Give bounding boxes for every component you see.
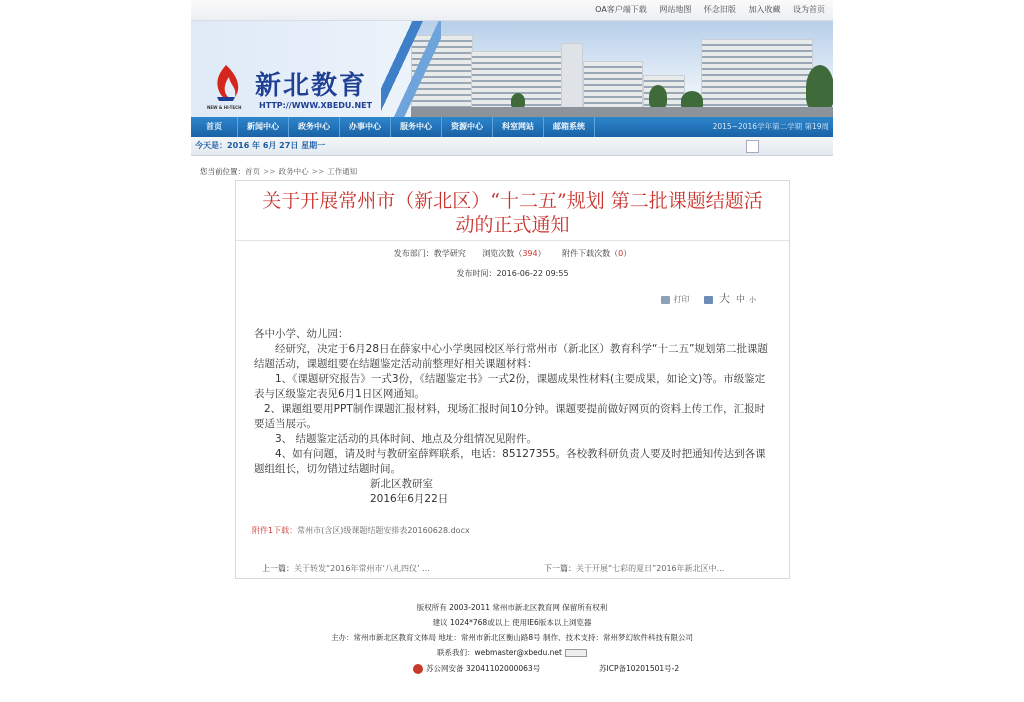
- article-body: [254, 327, 774, 507]
- logo-subtitle: NEW & HI-TECH: [207, 105, 242, 110]
- paragraph: 3、 结题鉴定活动的具体时间、地点及分组情况见附件。: [275, 433, 538, 445]
- nav-resources[interactable]: 资源中心: [442, 117, 493, 137]
- building-image: [561, 43, 583, 111]
- divider: [236, 240, 789, 241]
- article-meta: [236, 248, 789, 259]
- paren: ）: [623, 249, 632, 258]
- attachment-label: 附件1下载：: [252, 526, 298, 535]
- download-count: [562, 249, 631, 258]
- next-article: [544, 563, 724, 574]
- police-record[interactable]: [413, 661, 540, 676]
- paragraph: 经研究，决定于6月28日在薛家中心小学奥园校区举行常州市（新北区）教育科学“十二五”规划第二批课题结题活动，课题组要在结题鉴定活动前整理好相关课题材料：: [254, 343, 768, 370]
- print-button[interactable]: 打印: [673, 295, 690, 304]
- footer-contact-row: [191, 645, 833, 660]
- attachment: [252, 525, 470, 536]
- decor-stripe: [381, 21, 441, 117]
- building-image: [701, 39, 813, 111]
- article-tools: [661, 290, 757, 306]
- article-box: [235, 180, 790, 579]
- building-image: [583, 61, 643, 111]
- page-header: [191, 0, 833, 156]
- checkbox[interactable]: [746, 140, 759, 153]
- flame-logo-icon: [211, 63, 241, 103]
- article-title: [236, 189, 789, 237]
- cnzz-badge-icon[interactable]: [565, 649, 587, 657]
- downloads-value: 0: [618, 249, 624, 258]
- prev-label: 上一篇：: [262, 564, 294, 573]
- footer-contact[interactable]: 联系我们：webmaster@xbedu.net: [437, 648, 562, 657]
- views-label: 浏览次数（: [482, 249, 523, 258]
- nav-affairs[interactable]: 办事中心: [340, 117, 391, 137]
- time-label: 发布时间：: [456, 269, 497, 278]
- time-value: 2016-06-22 09:55: [496, 269, 569, 278]
- campus-photo: [411, 21, 833, 117]
- set-homepage-link[interactable]: 设为首页: [793, 5, 825, 14]
- downloads-label: 附件下载次数（: [562, 249, 619, 258]
- site-logo-title[interactable]: 新北教育: [255, 71, 368, 101]
- breadcrumb-separator: >>: [263, 167, 276, 176]
- footer: [191, 600, 833, 676]
- breadcrumb-separator: >>: [311, 167, 325, 176]
- view-count: [482, 249, 545, 258]
- sitemap-link[interactable]: 网站地图: [659, 5, 692, 14]
- nav-news[interactable]: 新闻中心: [238, 117, 289, 137]
- tree-image: [806, 65, 833, 111]
- prev-article: [262, 563, 430, 574]
- font-size-icon: [704, 296, 713, 304]
- ground-image: [411, 107, 833, 117]
- next-label: 下一篇：: [544, 564, 576, 573]
- breadcrumb: [200, 166, 357, 177]
- add-favorite-link[interactable]: 加入收藏: [748, 5, 781, 14]
- nav-government[interactable]: 政务中心: [289, 117, 340, 137]
- paren: ）: [537, 249, 546, 258]
- paragraph: 2、课题组要用PPT制作课题汇报材料，现场汇报时间10分钟。课题要提前做好网页的资料上传工作，汇报时要适当展示。: [254, 403, 766, 430]
- nav-departments[interactable]: 科室网站: [493, 117, 544, 137]
- print-icon[interactable]: [661, 296, 670, 304]
- footer-police: [191, 660, 833, 676]
- footer-host: 主办：常州市新北区教育文体局 地址：常州市新北区衡山路8号 制作、技术支持：常州梦幻软件科技有限公司: [330, 633, 694, 642]
- font-medium-button[interactable]: 中: [735, 295, 745, 305]
- paragraph: 1、《课题研究报告》一式3份，《结题鉴定书》一式2份，课题成果性材料(主要成果，如论文)等。市级鉴定表与区级鉴定表见6月1日区网通知。: [254, 373, 766, 400]
- breadcrumb-label: 您当前位置：: [200, 167, 245, 176]
- today-date: 今天是：2016 年 6月 27日 星期一: [195, 141, 326, 150]
- police-emblem-icon: [413, 664, 423, 674]
- title-line: 动的正式通知: [455, 214, 570, 236]
- paragraph: 4、如有问题，请及时与教研室薛辉联系，电话：85127355。各校教科研负责人要及时把通知传达到各课题组组长，切勿错过结题时间。: [254, 448, 766, 475]
- breadcrumb-home[interactable]: 首页: [245, 167, 260, 176]
- font-small-button[interactable]: 小: [749, 296, 756, 304]
- nav-home[interactable]: 首页: [191, 117, 238, 137]
- signature-date: 2016年6月22日: [370, 493, 449, 505]
- main-nav: [191, 117, 833, 137]
- police-text: 苏公网安备 32041102000063号: [426, 664, 541, 673]
- title-line: 关于开展常州市（新北区）“十二五”规划 第二批课题结题活: [262, 190, 763, 212]
- views-value: 394: [522, 249, 538, 258]
- icp-record[interactable]: 苏ICP备10201501号-2: [599, 664, 680, 673]
- date-bar: [191, 137, 833, 156]
- greeting: 各中小学、幼儿园：: [254, 328, 349, 340]
- oa-download-link[interactable]: OA客户端下载: [595, 5, 647, 14]
- school-term: 2015~2016学年第二学期 第19周: [712, 122, 829, 131]
- footer-copyright: 版权所有 2003-2011 常州市新北区教育网 保留所有权利: [416, 603, 608, 612]
- font-large-button[interactable]: 大: [718, 292, 730, 305]
- breadcrumb-notice[interactable]: 工作通知: [327, 167, 358, 176]
- footer-suggest: 建议 1024*768或以上 使用IE6版本以上浏览器: [432, 618, 592, 627]
- publish-time: [236, 268, 789, 279]
- publish-dept: [394, 249, 466, 258]
- site-url: HTTP://WWW.XBEDU.NET: [259, 101, 373, 110]
- signature-org: 新北区教研室: [370, 478, 433, 490]
- dept-value: 教学研究: [433, 249, 466, 258]
- next-article-link[interactable]: 关于开展“七彩的夏日”2016年新北区中...: [576, 564, 725, 573]
- tree-image: [649, 85, 667, 109]
- prev-article-link[interactable]: 关于转发“2016年常州市‘八礼四仪’ ...: [294, 564, 430, 573]
- nav-service[interactable]: 服务中心: [391, 117, 442, 137]
- dept-label: 发布部门：: [393, 249, 434, 258]
- attachment-link[interactable]: 常州市(含区)级课题结题安排表20160628.docx: [297, 526, 470, 535]
- nav-mail[interactable]: 邮箱系统: [544, 117, 595, 137]
- banner: [191, 21, 833, 117]
- old-version-link[interactable]: 怀念旧版: [703, 5, 736, 14]
- top-links: [191, 0, 833, 21]
- breadcrumb-government[interactable]: 政务中心: [278, 167, 309, 176]
